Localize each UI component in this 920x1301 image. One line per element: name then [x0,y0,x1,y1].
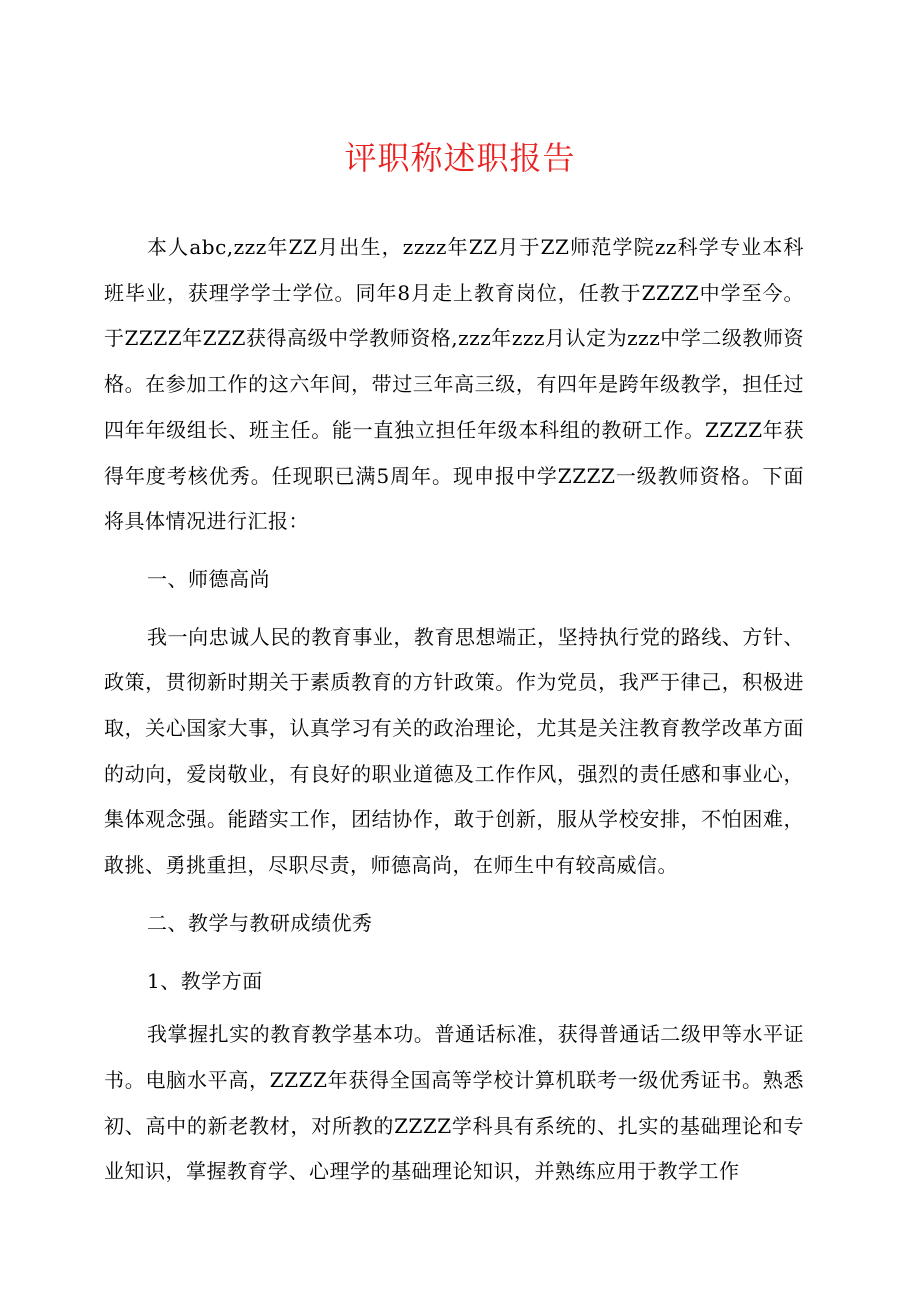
subsection-heading-teaching: 1、教学方面 [147,968,263,993]
teaching-paragraph: 我掌握扎实的教育教学基本功。普通话标准，获得普通话二级甲等水平证书。电脑水平高，ZZZZ年获得全国高等学校计算机联考一级优秀证书。熟悉初、高中的新老教材，对所教的ZZZZ学科具有系统的、扎实的基础理论和专业知识，掌握教育学、心理学的基础理论知识，并熟练应用于教学工作 [104,1022,804,1184]
section-heading-teaching-research: 二、教学与教研成绩优秀 [147,910,373,935]
section-heading-ethics: 一、师德高尚 [147,566,270,591]
ethics-paragraph: 我一向忠诚人民的教育事业，教育思想端正，坚持执行党的路线、方针、政策，贯彻新时期关于素质教育的方针政策。作为党员，我严于律己，积极进取，关心国家大事，认真学习有关的政治理论，尤其是关注教育教学改革方面的动向，爱岗敬业，有良好的职业道德及工作作风，强烈的责任感和事业心，集体观念强。能踏实工作，团结协作，敢于创新，服从学校安排，不怕困难，敢挑、勇挑重担，尽职尽责，师德高尚，在师生中有较高威信。 [104,624,804,878]
document-body [104,225,804,1207]
document-title: 评职称述职报告 [344,139,576,177]
intro-paragraph: 本人abc,zzz年ZZ月出生，zzzz年ZZ月于ZZ师范学院zz科学专业本科班毕业，获理学学士学位。同年8月走上教育岗位，任教于ZZZZ中学至今。于ZZZZ年ZZZ获得高级中学教师资格,zzz年zzz月认定为zzz中学二级教师资格。在参加工作的这六年间，带过三年高三级，有四年是跨年级教学，担任过四年年级组长、班主任。能一直独立担任年级本科组的教研工作。ZZZZ年获得年度考核优秀。任现职已满5周年。现申报中学ZZZZ一级教师资格。下面将具体情况进行汇报： [104,235,804,534]
